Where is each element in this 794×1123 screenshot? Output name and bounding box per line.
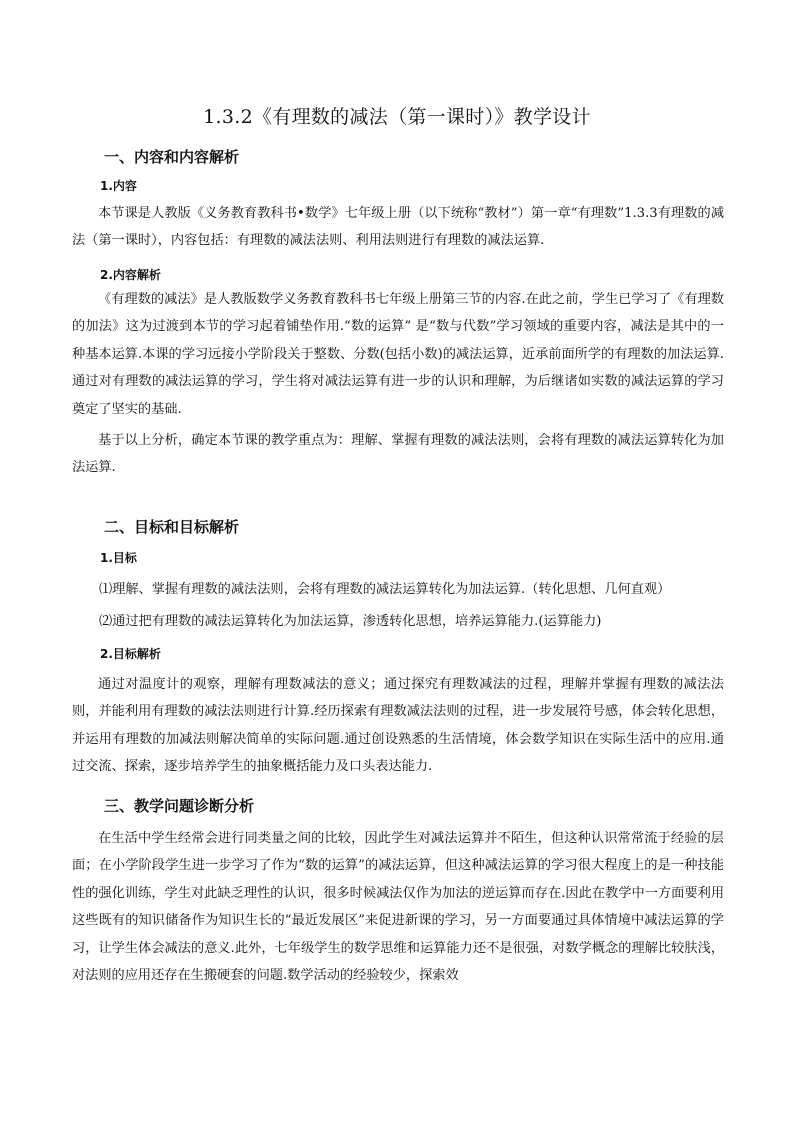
subsection-heading-goals-analysis: 2.目标解析 [100,647,161,661]
paragraph-teaching-focus: 基于以上分析，确定本节课的教学重点为：理解、掌握有理数的减法法则，会将有理数的减法运算转化为加法运算. [72,433,724,476]
paragraph-content: 本节课是人教版《义务教育教科书•数学》七年级上册（以下统称“教材”）第一章“有理数”1.3.3有理数的减法（第一课时），内容包括：有理数的减法法则、利用法则进行有理数的减法运算. [72,206,724,249]
document-title: 1.3.2《有理数的减法（第一课时）》教学设计 [203,106,591,128]
subsection-heading-goals: 1.目标 [100,551,137,565]
paragraph-diagnosis: 在生活中学生经常会进行同类量之间的比较，因此学生对减法运算并不陌生，但这种认识常常流于经验的层面；在小学阶段学生进一步学习了作为“数的运算”的减法运算，但这种减法运算的学习很大程度上的是一种技能性的强化训练，学生对此缺乏理性的认识，很多时候减法仅作为加法的逆运算而存在.因此在教学中一方面要利用这些既有的知识储备作为知识生长的“最近发展区”来促进新课的学习，另一方面要通过具体情境中减法运算的学习，让学生体会减法的意义.此外，七年级学生的数学思维和运算能力还不是很强，对数学概念的理解比较肤浅，对法则的应用还存在生搬硬套的问题.数学活动的经验较少，探索效 [72,831,724,984]
subsection-heading-content-analysis: 2.内容解析 [100,268,161,282]
subsection-heading-content: 1.内容 [100,179,137,193]
section-heading-goals: 二、目标和目标解析 [104,518,240,536]
section-heading-diagnosis: 三、教学问题诊断分析 [104,797,255,815]
paragraph-goals-analysis: 通过对温度计的观察，理解有理数减法的意义；通过探究有理数减法的过程，理解并掌握有理数的减法法则，并能利用有理数的减法法则进行计算.经历探索有理数减法法则的过程，进一步发展符号感，体会转化思想，并运用有理数的加减法则解决简单的实际问题.通过创设熟悉的生活情境，体会数学知识在实际生活中的应用.通过交流、探索，逐步培养学生的抽象概括能力及口头表达能力. [72,677,724,775]
paragraph-content-analysis: 《有理数的减法》是人教版数学义务教育教科书七年级上册第三节的内容.在此之前，学生已学习了《有理数的加法》这为过渡到本节的学习起着铺垫作用.“数的运算” 是“数与代数”学习领域的重要内容，减法是其中的一种基本运算.本课的学习远接小学阶段关于整数、分数(包括小数)的减法运算，近承前面所学的有理数的加法运算.通过对有理数的减法运算的学习，学生将对减法运算有进一步的认识和理解，为后继诸如实数的减法运算的学习奠定了坚实的基础. [72,292,724,417]
goal-item-1: ⑴理解、掌握有理数的减法法则，会将有理数的减法运算转化为加法运算.（转化思想、几何直观） [99,582,671,597]
goal-item-2: ⑵通过把有理数的减法运算转化为加法运算，渗透转化思想，培养运算能力.(运算能力) [99,614,602,629]
section-heading-content: 一、内容和内容解析 [104,148,240,166]
